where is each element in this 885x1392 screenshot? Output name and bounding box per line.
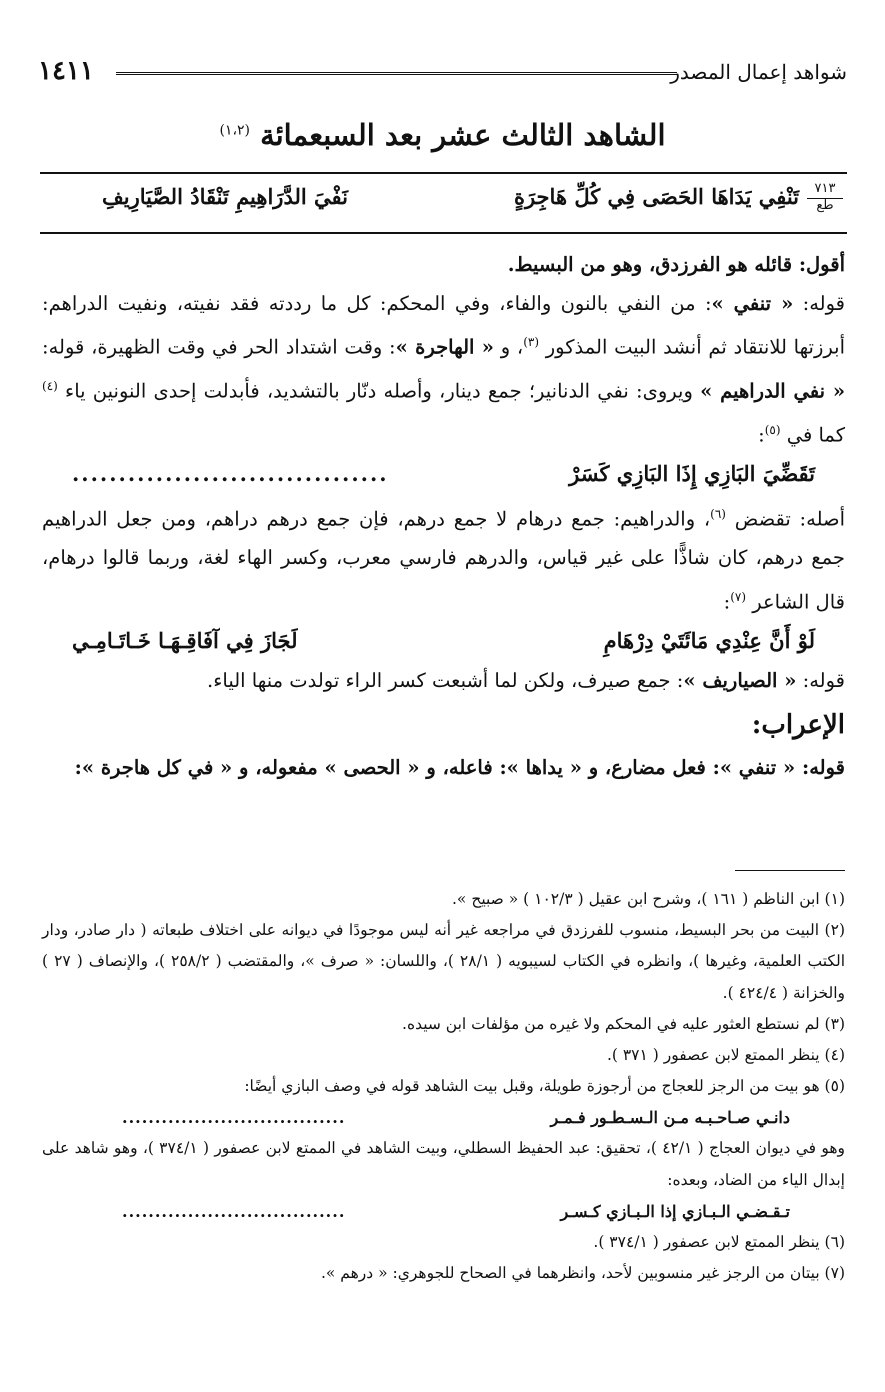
- paragraph-attribution: [42, 246, 845, 285]
- text-segment: ويروى: نفي الدنانير؛ جمع دينار، وأصله دنّار بالتشديد، فأبدلت إحدى النونين ياء: [65, 379, 693, 403]
- verse-first-hemistich: تَنْفِي يَدَاهَا الحَصَى فِي كُلِّ هَاجِرَةٍ: [513, 184, 799, 209]
- witness-heading: [0, 118, 885, 152]
- footnote-5-continued: وهو في ديوان العجاج ( ٤٢/١ )، تحقيق: عبد الحفيظ السطلي، وبيت الشاهد في الممتع لابن عصفور ( ٣٧٤/١ )، وهو شاهد على إبدال الياء من الضاد، وبعده:: [42, 1139, 845, 1189]
- text-segment: كما في: [786, 423, 845, 447]
- term-sayarif: « الصياريف »: [683, 668, 797, 692]
- header-rule: [116, 72, 677, 79]
- paragraph-plural: [42, 495, 845, 622]
- footnote-2: (٢) البيت من بحر البسيط، منسوب للفرزدق في مراجعه غير أنه ليس موجودًا في ديوانه على اختلاف طبعاته ( دار صادر، ودار الكتب العلمية، وغيرها )، وانظره في الكتاب لسيبويه ( ٢٨/١ )، واللسان: « صرف »، والمقتضب ( ٢٥٨/٢ )، والإنصاف ( ٢٧ ) والخزانة ( ٤٢٤/٤ ).: [42, 921, 846, 1002]
- quoted-verse-1: [42, 455, 845, 495]
- footnote-ref-6: (٦): [710, 507, 726, 521]
- footnote-5-verse-2: [42, 1196, 845, 1227]
- text-segment: ، والدراهيم: جمع درهام لا جمع درهم، فإن جمع درهم دراهم، ومن جعل الدراهيم جمع درهم، كان شاذًّا على غير قياس، والدرهم فارسي معرب، وكسر الهاء لغة، وربما قالوا درهام، قال الشاعر: [42, 507, 845, 613]
- text-segment: أصله: تقضض: [734, 507, 845, 531]
- text-segment: : جمع صيرف، ولكن لما أشبعت كسر الراء تولدت منها الياء.: [207, 668, 684, 692]
- text-segment: : من النفي بالنون والفاء، وفي المحكم: كل ما رددته فقد نفيته، ونفيت الدراهم: أبرزتها للانتقاد ثم أنشد البيت المذكور: [42, 291, 846, 359]
- verse-number-value: ٧١٣: [807, 182, 843, 199]
- verse-number: [807, 182, 843, 213]
- verse-number-tag: طع: [816, 198, 834, 213]
- text-segment: : وقت اشتداد الحر في وقت الظهيرة، قوله:: [42, 335, 396, 359]
- term-hajira: « الهاجرة »: [395, 335, 494, 359]
- footnote-5: (٥) هو بيت من الرجز للعجاج من أرجوزة طويلة، وقبل بيت الشاهد قوله في وصف البازي أيضًا:: [244, 1077, 845, 1096]
- footnote-3: (٣) لم نستطع العثور عليه في المحكم ولا غيره من مؤلفات ابن سيده.: [402, 1014, 845, 1033]
- text-segment: :: [758, 423, 765, 447]
- section-title-irab: الإعراب:: [751, 710, 845, 740]
- term-tanfi: « تنفي »: [711, 291, 794, 315]
- quoted-verse-2-first: لَوْ أَنَّ عِنْدِي مَائَتَيْ دِرْهَامِ: [603, 627, 815, 653]
- running-header: [38, 56, 847, 90]
- footnote-4: (٤) ينظر الممتع لابن عصفور ( ٣٧١ ).: [606, 1046, 845, 1065]
- footnote-separator: [735, 870, 845, 871]
- commentary-body: [42, 246, 845, 787]
- text-segment: قوله:: [802, 291, 846, 315]
- text-segment: ، و: [500, 335, 524, 359]
- quoted-verse-2-second: لَجَازَ فِي آفَاقِـهَـا خَـاتَـامِـي: [72, 627, 298, 653]
- attribution-text: أقول: قائله هو الفرزدق، وهو من البسيط.: [507, 253, 845, 276]
- irab-text: قوله: « تنفي »: فعل مضارع، و « يداها »: فاعله، و « الحصى » مفعوله، و « في كل هاجرة »:: [74, 755, 845, 779]
- quoted-verse-1-text: تَقَضِّيَ البَازِي إِذَا البَازِي كَسَرْ: [569, 461, 815, 486]
- witness-verse: [40, 172, 847, 234]
- quoted-verse-1-dots: ..................................: [72, 461, 389, 486]
- text-segment: قوله:: [802, 668, 845, 692]
- footnote-ref-3: (٣): [523, 335, 540, 349]
- footnotes: [42, 884, 845, 1289]
- paragraph-sayarif: [42, 662, 845, 701]
- verse-second-hemistich: نَفْيَ الدَّرَاهِيمِ تَنْقَادُ الصَّيَارِيفِ: [102, 184, 348, 209]
- page-number: ١٤١١: [38, 56, 94, 86]
- footnote-5-verse: [42, 1102, 845, 1133]
- footnote-7: (٧) بيتان من الرجز غير منسوبين لأحد، وانظرهما في الصحاح للجوهري: « درهم ».: [320, 1264, 845, 1283]
- footnote-5-verse-text: دانـي صـاحـبـه مـن الـسـطـور فـمـر: [550, 1108, 790, 1128]
- paragraph-explanation: [42, 285, 845, 456]
- witness-title: الشاهد الثالث عشر بعد السبعمائة: [260, 118, 666, 152]
- text-segment: :: [723, 590, 731, 613]
- running-title: شواهد إعمال المصدر: [670, 60, 847, 84]
- quoted-verse-2: [42, 622, 845, 662]
- term-nafy-al-darahim: « نفي الدراهيم »: [700, 379, 846, 403]
- footnote-ref-7: (٧): [730, 589, 747, 604]
- footnote-5-verse-2-text: تـقـضـي الـبـازي إذا الـبـازي كـسـر: [560, 1201, 790, 1221]
- footnote-5-verse-2-dots: ..................................: [122, 1201, 346, 1221]
- footnote-ref-4: (٤): [42, 379, 58, 393]
- footnote-5-verse-dots: ..................................: [122, 1108, 346, 1128]
- footnote-1: (١) ابن الناظم ( ١٦١ )، وشرح ابن عقيل ( ١٠٢/٣ ) « صبيح ».: [451, 890, 845, 908]
- paragraph-irab: [42, 749, 845, 788]
- footnote-6: (٦) ينظر الممتع لابن عصفور ( ٣٧٤/١ ).: [593, 1232, 845, 1251]
- footnote-ref-5: (٥): [764, 423, 781, 437]
- heading-footnote-ref: (١،٢): [219, 122, 250, 139]
